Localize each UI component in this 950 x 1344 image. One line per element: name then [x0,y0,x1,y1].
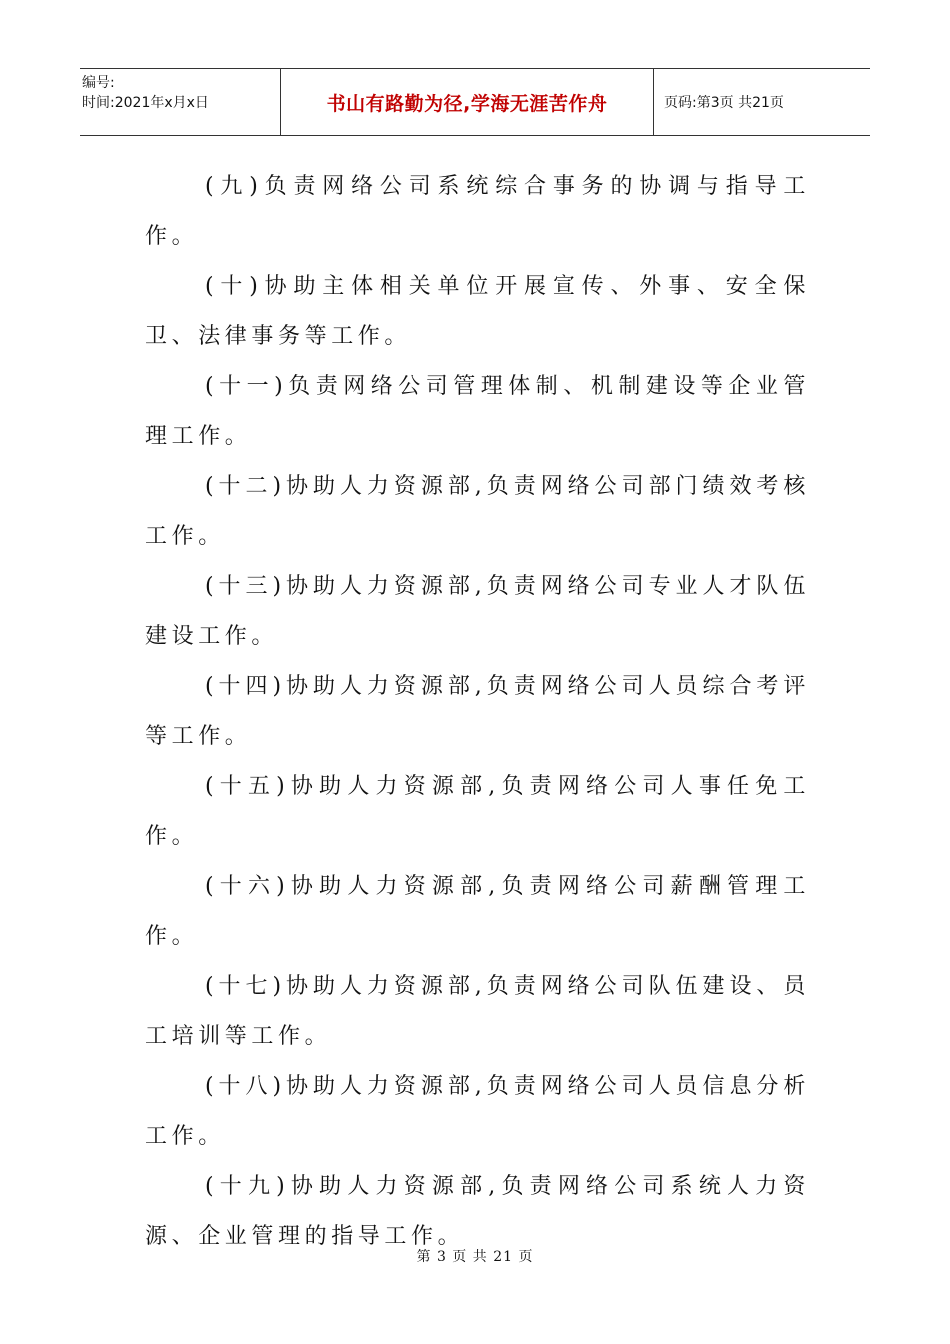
body-paragraph-9: (九)负责网络公司系统综合事务的协调与指导工作。 [145,174,810,249]
body-paragraph-13: (十三)协助人力资源部,负责网络公司专业人才队伍建设工作。 [145,574,810,649]
body-paragraph-16: (十六)协助人力资源部,负责网络公司薪酬管理工作。 [145,874,810,949]
body-paragraph-17: (十七)协助人力资源部,负责网络公司队伍建设、员工培训等工作。 [145,974,810,1049]
body-paragraph-11: (十一)负责网络公司管理体制、机制建设等企业管理工作。 [145,374,810,449]
body-paragraph-15: (十五)协助人力资源部,负责网络公司人事任免工作。 [145,774,810,849]
page-header [80,68,870,136]
body-paragraph-18: (十八)协助人力资源部,负责网络公司人员信息分析工作。 [145,1074,810,1149]
document-time-label: 时间:2021年x月x日 [82,95,209,111]
header-page-info: 页码:第3页 共21页 [664,95,784,111]
document-number-label: 编号: [82,75,115,91]
body-paragraph-14: (十四)协助人力资源部,负责网络公司人员综合考评等工作。 [145,674,810,749]
page-footer: 第 3 页 共 21 页 [416,1249,534,1265]
header-meta [80,69,281,135]
body-paragraph-19: (十九)协助人力资源部,负责网络公司系统人力资源、企业管理的指导工作。 [145,1174,810,1249]
body-paragraph-10: (十)协助主体相关单位开展宣传、外事、安全保卫、法律事务等工作。 [145,274,810,349]
body-paragraph-12: (十二)协助人力资源部,负责网络公司部门绩效考核工作。 [145,474,810,549]
document-body [145,162,810,1262]
header-motto: 书山有路勤为径,学海无涯苦作舟 [281,69,654,135]
